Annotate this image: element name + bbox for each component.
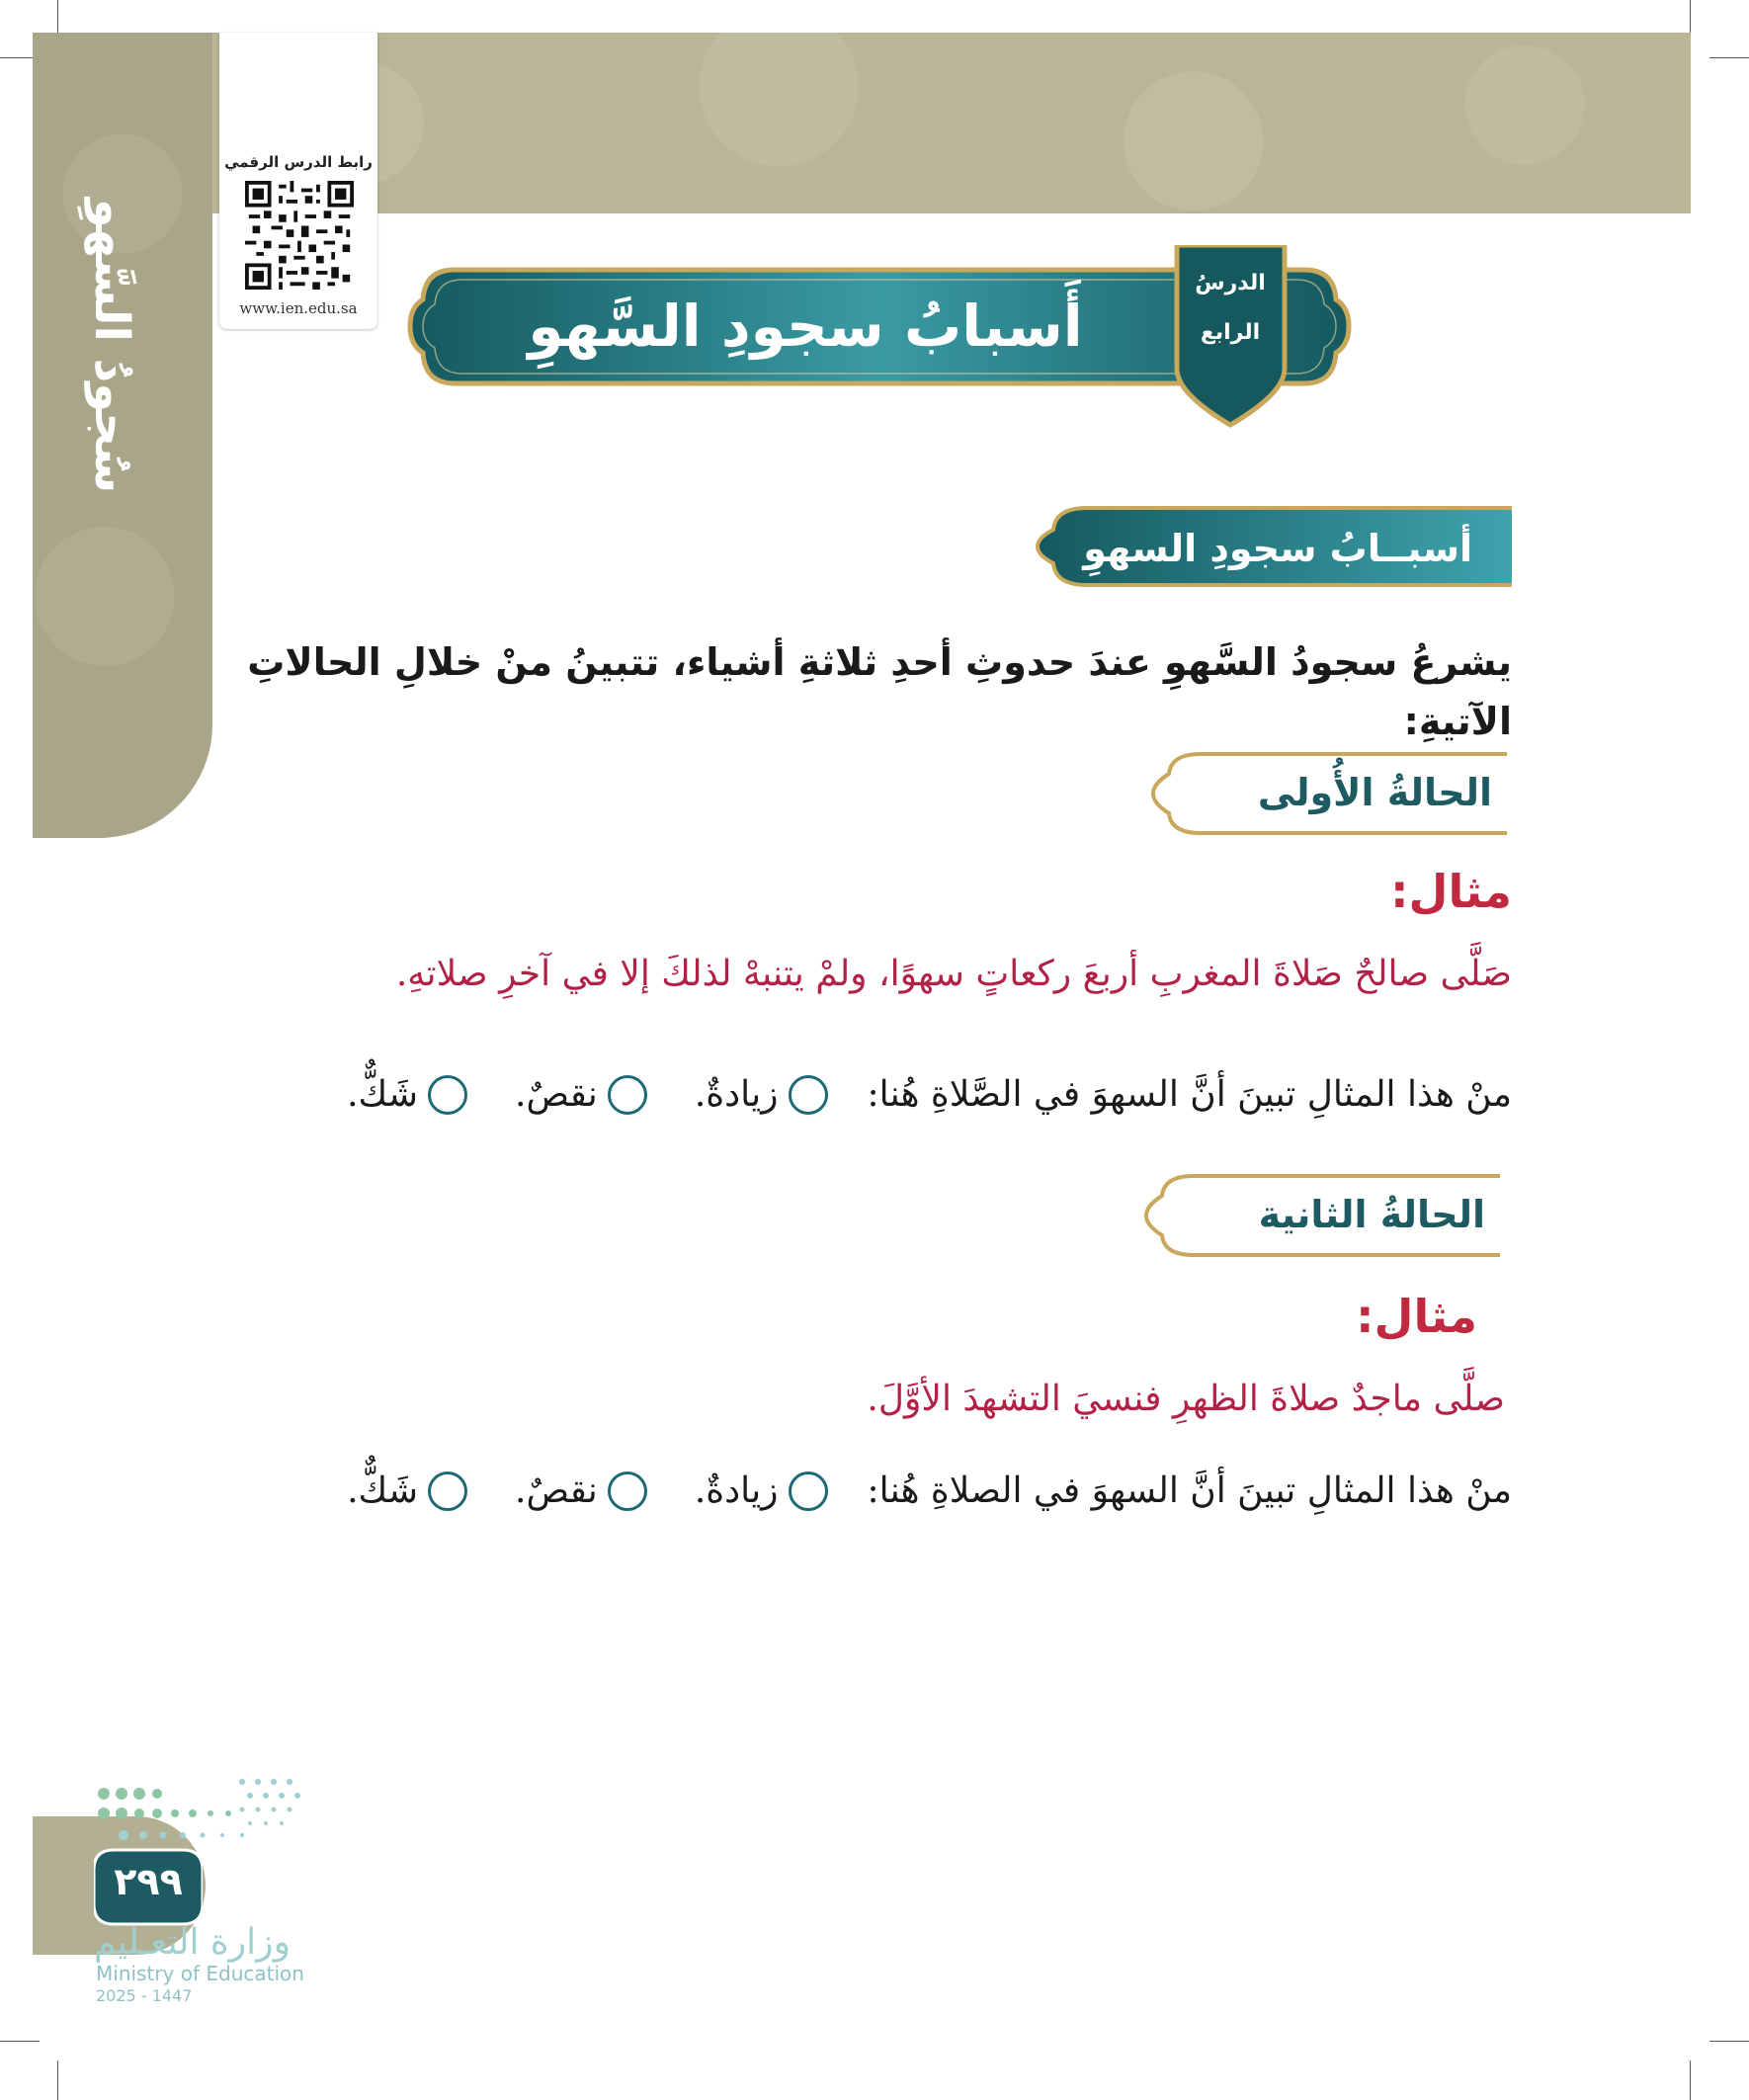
- ministry-year: 2025 - 1447: [96, 1986, 193, 2005]
- option-increase[interactable]: [695, 1470, 828, 1511]
- option-label: شَكٌّ.: [347, 1074, 419, 1115]
- option-doubt[interactable]: [347, 1074, 467, 1115]
- crop-mark: [1709, 57, 1749, 58]
- option-decrease[interactable]: [515, 1470, 647, 1511]
- lesson-number: الرابع: [1200, 320, 1261, 345]
- qr-label: رابط الدرس الرقمي: [224, 153, 373, 171]
- question-text: منْ هذا المثالِ تبينَ أنَّ السهوَ في الصلاةِ هُنا:: [867, 1470, 1512, 1511]
- crop-mark: [0, 2041, 40, 2042]
- question-row: [227, 1074, 1512, 1115]
- qr-card[interactable]: [219, 33, 377, 329]
- option-label: شَكٌّ.: [347, 1470, 419, 1511]
- radio-circle[interactable]: [789, 1471, 828, 1511]
- page-title: أَسبابُ سجودِ السَّهوِ: [528, 293, 1083, 360]
- option-label: زيادةٌ.: [694, 1470, 779, 1511]
- question-text: منْ هذا المثالِ تبينَ أنَّ السهوَ في الصَّلاةِ هُنا:: [867, 1074, 1512, 1115]
- ministry-name-ar: وزارة التعـليم: [94, 1922, 291, 1963]
- crop-mark: [57, 2060, 58, 2100]
- section-title: أسبــابُ سجودِ السهوِ: [1083, 527, 1472, 570]
- example-label: مثال:: [1390, 865, 1512, 918]
- sidebar-title: [57, 198, 166, 494]
- case-title: الحالةُ الأُولى: [1257, 771, 1492, 814]
- option-label: نقصٌ.: [515, 1470, 598, 1511]
- page-number: ٢٩٩: [114, 1860, 183, 1903]
- crop-mark: [1709, 2041, 1749, 2042]
- radio-circle[interactable]: [428, 1471, 467, 1511]
- option-label: نقصٌ.: [515, 1074, 598, 1115]
- radio-circle[interactable]: [428, 1075, 467, 1115]
- option-doubt[interactable]: [347, 1470, 467, 1511]
- radio-circle[interactable]: [789, 1075, 828, 1115]
- example-text: صلَّى ماجدٌ صلاةَ الظهرِ فنسيَ التشهدَ الأوَّلَ.: [867, 1379, 1505, 1419]
- option-label: زيادةٌ.: [694, 1074, 779, 1115]
- question-row: [227, 1470, 1512, 1511]
- intro-text: يشرعُ سجودُ السَّهوِ عندَ حدوثِ أحدِ ثلاثةِ أشياء، تتبينُ منْ خلالِ الحالاتِ الآتيةِ:: [247, 640, 1512, 743]
- crop-mark: [1690, 2060, 1691, 2100]
- radio-circle[interactable]: [608, 1471, 647, 1511]
- case-title: الحالةُ الثانية: [1258, 1193, 1485, 1236]
- example-text: صَلَّى صالحٌ صَلاةَ المغربِ أربعَ ركعاتٍ سهوًا، ولمْ يتنبهْ لذلكَ إلا في آخرِ صلاتهِ.: [395, 954, 1512, 994]
- option-decrease[interactable]: [515, 1074, 647, 1115]
- sidebar-title-text: سُجودُ السَّهوِ: [84, 198, 139, 494]
- example-label: مثال:: [1356, 1290, 1477, 1343]
- lesson-label: الدرسُ: [1195, 271, 1266, 295]
- ministry-name-en: Ministry of Education: [96, 1962, 304, 1985]
- radio-circle[interactable]: [608, 1075, 647, 1115]
- qr-code-icon[interactable]: [242, 181, 357, 290]
- qr-url[interactable]: www.ien.edu.sa: [239, 299, 358, 317]
- option-increase[interactable]: [695, 1074, 828, 1115]
